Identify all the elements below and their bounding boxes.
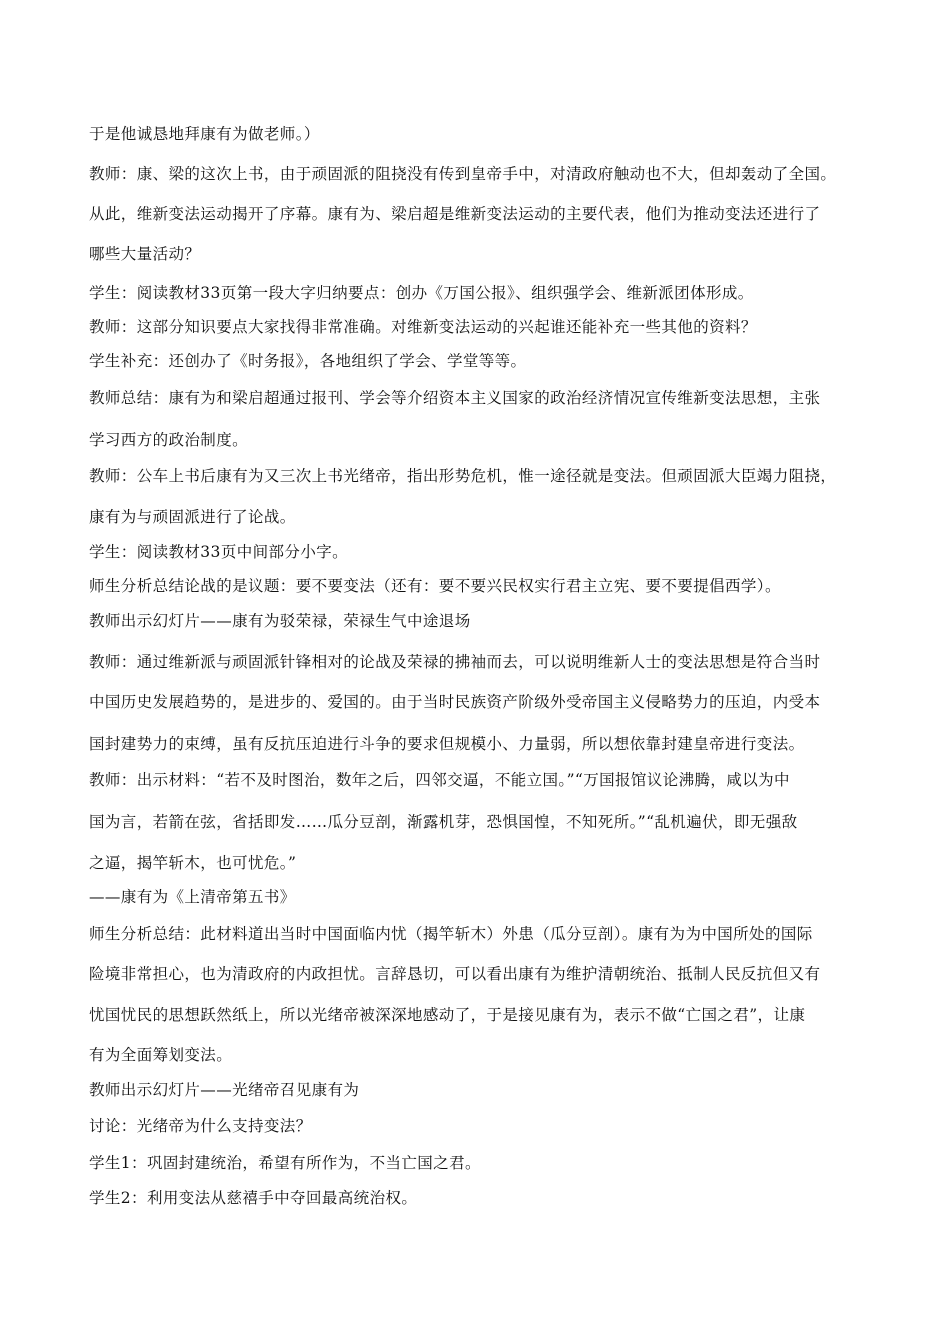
text-line: 学生：阅读教材33页第一段大字归纳要点：创办《万国公报》、组织强学会、维新派团体形成。 xyxy=(89,284,754,302)
text-line: 国封建势力的束缚，虽有反抗压迫进行斗争的要求但规模小、力量弱，所以想依靠封建皇帝进行变法。 xyxy=(89,735,805,753)
text-line: ——康有为《上清帝第五书》 xyxy=(89,888,296,906)
text-line: 学生补充：还创办了《时务报》，各地组织了学会、学堂等等。 xyxy=(89,352,527,370)
text-line: 学生2：利用变法从慈禧手中夺回最高统治权。 xyxy=(89,1189,418,1207)
text-line: 哪些大量活动？ xyxy=(89,245,201,263)
text-line: 于是他诚恳地拜康有为做老师。） xyxy=(89,125,320,143)
text-line: 康有为与顽固派进行了论战。 xyxy=(89,508,296,526)
text-line: 教师：公车上书后康有为又三次上书光绪帝，指出形势危机，惟一途径就是变法。但顽固派大臣竭力阻挠， xyxy=(89,467,837,485)
text-line: 险境非常担心，也为清政府的内政担忧。言辞恳切，可以看出康有为维护清朝统治、抵制人民反抗但又有 xyxy=(89,965,821,983)
text-line: 中国历史发展趋势的，是进步的、爱国的。由于当时民族资产阶级外受帝国主义侵略势力的压迫，内受本 xyxy=(89,693,821,711)
text-line: 学生1：巩固封建统治，希望有所作为，不当亡国之君。 xyxy=(89,1154,481,1172)
text-line: 学习西方的政治制度。 xyxy=(89,431,249,449)
text-line: 师生分析总结：此材料道出当时中国面临内忧（揭竿斩木）外患（瓜分豆剖）。康有为为中国所处的国际 xyxy=(89,925,813,943)
text-line: 教师：出示材料：“若不及时图治，数年之后，四邻交逼，不能立国。”“万国报馆议论沸腾，咸以为中 xyxy=(89,771,790,789)
text-line: 教师：这部分知识要点大家找得非常准确。对维新变法运动的兴起谁还能补充一些其他的资料？ xyxy=(89,318,757,336)
text-line: 国为言，若箭在弦，省括即发……瓜分豆剖，渐露机芽，恐惧国惶，不知死所。”“乱机遍伏，即无强敌 xyxy=(89,813,798,831)
text-line: 教师：通过维新派与顽固派针锋相对的论战及荣禄的拂袖而去，可以说明维新人士的变法思想是符合当时 xyxy=(89,653,821,671)
text-line: 教师总结：康有为和梁启超通过报刊、学会等介绍资本主义国家的政治经济情况宣传维新变法思想，主张 xyxy=(89,389,821,407)
text-line: 教师出示幻灯片——光绪帝召见康有为 xyxy=(89,1081,360,1099)
text-line: 讨论：光绪帝为什么支持变法？ xyxy=(89,1117,312,1135)
text-line: 有为全面筹划变法。 xyxy=(89,1046,233,1064)
text-line: 学生：阅读教材33页中间部分小字。 xyxy=(89,543,349,561)
text-line: 教师出示幻灯片——康有为驳荣禄，荣禄生气中途退场 xyxy=(89,612,471,630)
text-line: 忧国忧民的思想跃然纸上，所以光绪帝被深深地感动了，于是接见康有为，表示不做“亡国之君”，让康 xyxy=(89,1006,806,1024)
text-line: 师生分析总结论战的是议题：要不要变法（还有：要不要兴民权实行君主立宪、要不要提倡西学）。 xyxy=(89,577,781,595)
text-line: 之逼，揭竿斩木，也可忧危。” xyxy=(89,854,297,872)
text-line: 从此，维新变法运动揭开了序幕。康有为、梁启超是维新变法运动的主要代表，他们为推动变法还进行了 xyxy=(89,205,821,223)
text-line: 教师：康、梁的这次上书，由于顽固派的阻挠没有传到皇帝手中，对清政府触动也不大，但却轰动了全国。 xyxy=(89,165,837,183)
